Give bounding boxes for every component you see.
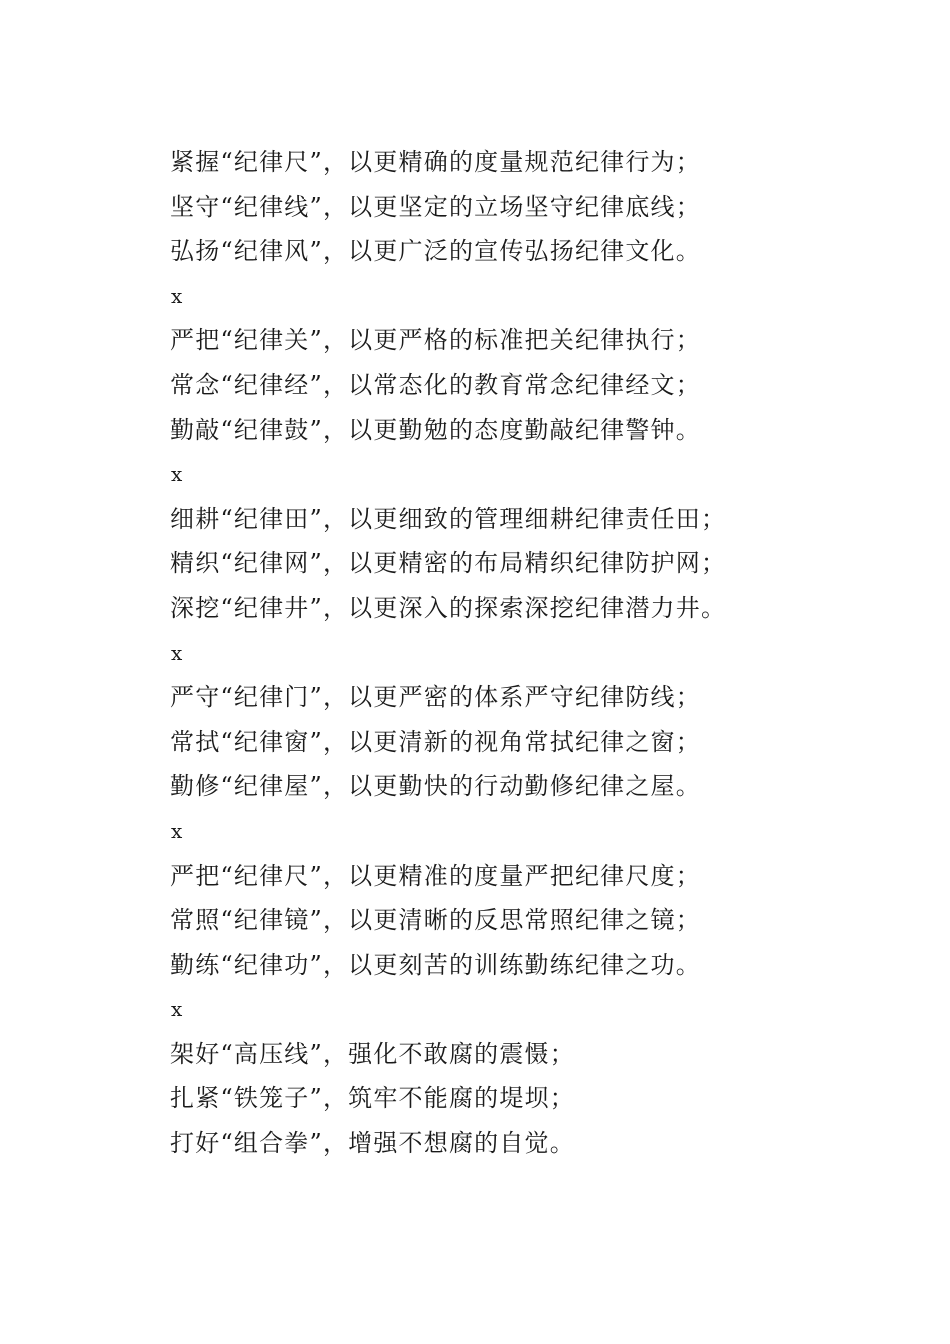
text-line: 弘扬“纪律风”，以更广泛的宣传弘扬纪律文化。 (170, 237, 701, 266)
text-line: 严守“纪律门”，以更严密的体系严守纪律防线； (170, 683, 701, 712)
separator-mark: x (171, 997, 183, 1022)
text-line: 紧握“纪律尺”，以更精确的度量规范纪律行为； (170, 148, 701, 176)
text-line: 精织“纪律网”，以更精密的布局精织纪律防护网； (170, 549, 727, 578)
text-line: 严把“纪律尺”，以更精准的度量严把纪律尺度； (170, 861, 701, 890)
separator-mark: x (171, 283, 183, 308)
document-body (170, 140, 870, 1166)
separator-mark: x (171, 818, 183, 843)
text-line: 常照“纪律镜”，以更清晰的反思常照纪律之镜； (170, 906, 701, 935)
text-line: 勤修“纪律屋”，以更勤快的行动勤修纪律之屋。 (170, 772, 701, 801)
text-line: 严把“纪律关”，以更严格的标准把关纪律执行； (170, 326, 701, 355)
text-line: 打好“组合拳”，增强不想腐的自觉。 (170, 1129, 575, 1158)
separator-mark: x (171, 640, 183, 665)
text-line: 细耕“纪律田”，以更细致的管理细耕纪律责任田； (170, 504, 727, 533)
text-line: 深挖“纪律井”，以更深入的探索深挖纪律潜力井。 (170, 593, 727, 622)
text-line: 常拭“纪律窗”，以更清新的视角常拭纪律之窗； (170, 727, 701, 756)
text-line: 勤练“纪律功”，以更刻苦的训练勤练纪律之功。 (170, 950, 701, 979)
text-line: 坚守“纪律线”，以更坚定的立场坚守纪律底线； (170, 192, 701, 221)
text-line: 架好“高压线”，强化不敢腐的震慑； (170, 1039, 575, 1068)
separator-mark: x (171, 462, 183, 487)
text-line: 勤敲“纪律鼓”，以更勤勉的态度勤敲纪律警钟。 (170, 415, 701, 444)
text-line: 常念“纪律经”，以常态化的教育常念纪律经文； (170, 370, 701, 399)
text-line: 扎紧“铁笼子”，筑牢不能腐的堤坝； (170, 1084, 575, 1113)
